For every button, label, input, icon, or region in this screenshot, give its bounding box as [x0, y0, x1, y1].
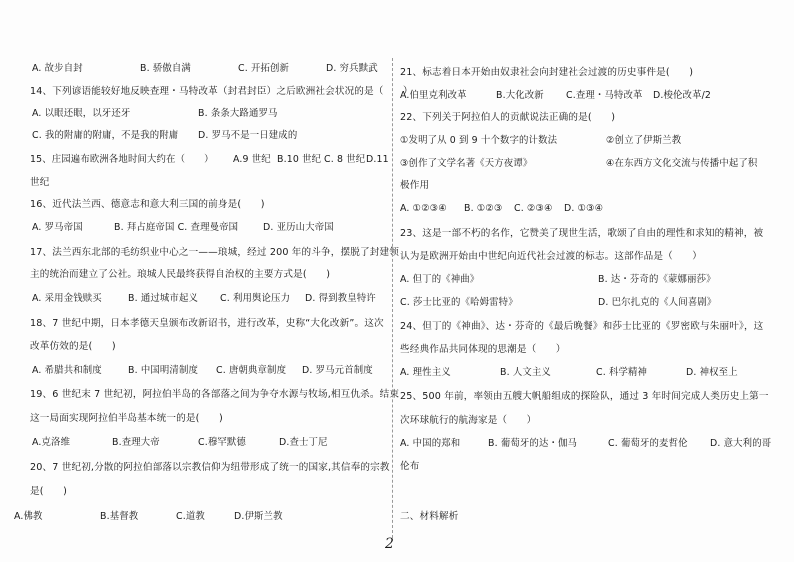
q17-line1: 17、法兰西东北部的毛纺织业中心之一——琅城，经过 200 年的斗争，摆脱了封建领 — [30, 247, 399, 258]
q20-option-b: B.基督教 — [100, 511, 139, 522]
q18-option-d: D. 罗马元首制度 — [302, 365, 373, 376]
q22-option-d: D. ①③④ — [564, 203, 604, 214]
q15-cont: 世纪 — [30, 177, 50, 188]
q22-item-1: ①发明了从 0 到 9 十个数字的计数法 — [400, 135, 558, 146]
q20-option-c: C.道教 — [176, 511, 205, 522]
q19-line2: 这一局面实现阿拉伯半岛基本统一的是( ) — [30, 413, 223, 424]
q20-line2: 是( ) — [30, 486, 68, 497]
q22-stem: 22、下列关于阿拉伯人的贡献说法正确的是( ) — [400, 112, 616, 123]
q14-option-c: C. 我的附庸的附庸，不是我的附庸 — [32, 130, 179, 141]
q23-line2: 认为是欧洲开始由中世纪向近代社会过渡的标志。这部作品是（ ） — [400, 251, 703, 262]
q24-option-d: D. 神权至上 — [686, 367, 738, 378]
q15-option-c: C. 8 世纪 — [324, 154, 366, 165]
q23-option-d: D. 巴尔扎克的《人间喜剧》 — [598, 297, 717, 308]
q25-option-a: A. 中国的郑和 — [400, 438, 461, 449]
q15-option-b: B.10 世纪 — [277, 154, 322, 165]
q18-option-c: C. 唐朝典章制度 — [216, 365, 287, 376]
q25-line1: 25、500 年前，率领由五艘大帆船组成的探险队，通过 3 年时间完成人类历史上第一 — [400, 391, 769, 402]
q14-stem: 14、下列谚语能较好地反映查理・马特改革（封君封臣）之后欧洲社会状况的是（ ） — [30, 86, 413, 97]
q20-line1: 20、7 世纪初,分散的阿拉伯部落以宗教信仰为纽带形成了统一的国家,其信奉的宗教 — [30, 462, 390, 473]
q21-stem: 21、标志着日本开始由奴隶社会向封建社会过渡的历史事件是( ) — [400, 67, 694, 78]
q16-option-a: A. 罗马帝国 — [32, 222, 83, 233]
q15-option-d: D.11 — [366, 154, 389, 165]
q24-option-b: B. 人文主义 — [500, 367, 551, 378]
q18-option-a: A. 希腊共和制度 — [32, 365, 102, 376]
q20-option-d: D.伊斯兰教 — [234, 511, 283, 522]
page-number: 2 — [385, 536, 394, 552]
q21-option-c: C.查理・马特改革 — [566, 90, 643, 101]
q25-cont: 伦布 — [400, 461, 420, 472]
q15-stem: 15、庄园遍布欧洲各地时间大约在（ ） — [30, 154, 214, 165]
q16-stem: 16、近代法兰西、德意志和意大利三国的前身是( ) — [30, 199, 265, 210]
q21-option-b: B.大化改新 — [496, 90, 544, 101]
q21-option-d: D.梭伦改革/2 — [653, 90, 712, 101]
q22-option-c: C. ②③④ — [514, 203, 553, 214]
q23-option-a: A. 但丁的《神曲》 — [400, 274, 480, 285]
q19-option-a: A.克洛维 — [32, 437, 71, 448]
q22-item-2: ②创立了伊斯兰教 — [606, 135, 682, 146]
q13-option-b: B. 骄傲自满 — [140, 63, 191, 74]
q16-option-d: D. 亚历山大帝国 — [263, 222, 334, 233]
q17-option-b: B. 通过城市起义 — [128, 293, 198, 304]
q23-line1: 23、这是一部不朽的名作，它赞美了现世生活，歌颂了自由的理性和求知的精神，被 — [400, 228, 764, 239]
q22-cont: 极作用 — [400, 180, 430, 191]
q18-option-b: B. 中国明清制度 — [128, 365, 198, 376]
q19-option-c: C.穆罕默德 — [198, 437, 246, 448]
column-divider — [392, 58, 393, 538]
q13-option-d: D. 穷兵黩武 — [326, 63, 378, 74]
q22-item-4: ④在东西方文化交流与传播中起了积 — [606, 158, 758, 169]
q21-option-a: A.伯里克利改革 — [400, 90, 467, 101]
q24-option-c: C. 科学精神 — [596, 367, 648, 378]
q17-option-d: D. 得到教皇特许 — [305, 293, 376, 304]
q20-option-a: A.佛教 — [14, 511, 43, 522]
q15-option-a: A.9 世纪 — [233, 154, 271, 165]
q19-option-b: B.查理大帝 — [112, 437, 160, 448]
q16-option-bc: B. 拜占庭帝国 C. 查理曼帝国 — [114, 222, 239, 233]
q22-option-b: B. ①②③ — [464, 203, 503, 214]
q18-line2: 改革仿效的是( ) — [30, 341, 116, 352]
q17-line2: 主的统治而建立了公社。琅城人民最终获得自治权的主要方式是( ) — [30, 269, 331, 280]
q25-option-b: B. 葡萄牙的达・伽马 — [488, 438, 578, 449]
q13-option-c: C. 开拓创新 — [238, 63, 290, 74]
right-column — [400, 0, 775, 540]
q19-line1: 19、6 世纪末 7 世纪初，阿拉伯半岛的各部落之间为争夺水源与牧场,相互仇杀。结束 — [30, 389, 400, 400]
q22-item-3: ③创作了文学名著《天方夜谭》 — [400, 158, 533, 169]
q17-option-c: C. 利用舆论压力 — [220, 293, 291, 304]
section-heading: 二、材料解析 — [400, 511, 459, 522]
q14-option-a: A. 以眼还眼，以牙还牙 — [32, 108, 131, 119]
q14-option-b: B. 条条大路通罗马 — [198, 108, 278, 119]
q24-line2: 些经典作品共同体现的思潮是（ ） — [400, 344, 566, 355]
q23-option-b: B. 达・芬奇的《蒙娜丽莎》 — [598, 274, 716, 285]
q22-option-a: A. ①②③④ — [400, 203, 447, 214]
q24-line1: 24、但丁的《神曲》、达・芬奇的《最后晚餐》和莎士比亚的《罗密欧与朱丽叶》，这 — [400, 321, 764, 332]
q17-option-a: A. 采用金钱赎买 — [32, 293, 102, 304]
q25-option-c: C. 葡萄牙的麦哲伦 — [608, 438, 688, 449]
q19-option-d: D.查士丁尼 — [279, 437, 328, 448]
q13-option-a: A. 故步自封 — [32, 63, 83, 74]
q23-option-c: C. 莎士比亚的《哈姆雷特》 — [400, 297, 518, 308]
q25-line2: 次环球航行的航海家是（ ） — [400, 415, 537, 426]
q25-option-d: D. 意大利的哥 — [710, 438, 772, 449]
q18-line1: 18、7 世纪中期，日本孝德天皇颁布改新诏书，进行改革，史称“大化改新”。这次 — [30, 318, 384, 329]
q14-option-d: D. 罗马不是一日建成的 — [198, 130, 298, 141]
q24-option-a: A. 理性主义 — [400, 367, 451, 378]
